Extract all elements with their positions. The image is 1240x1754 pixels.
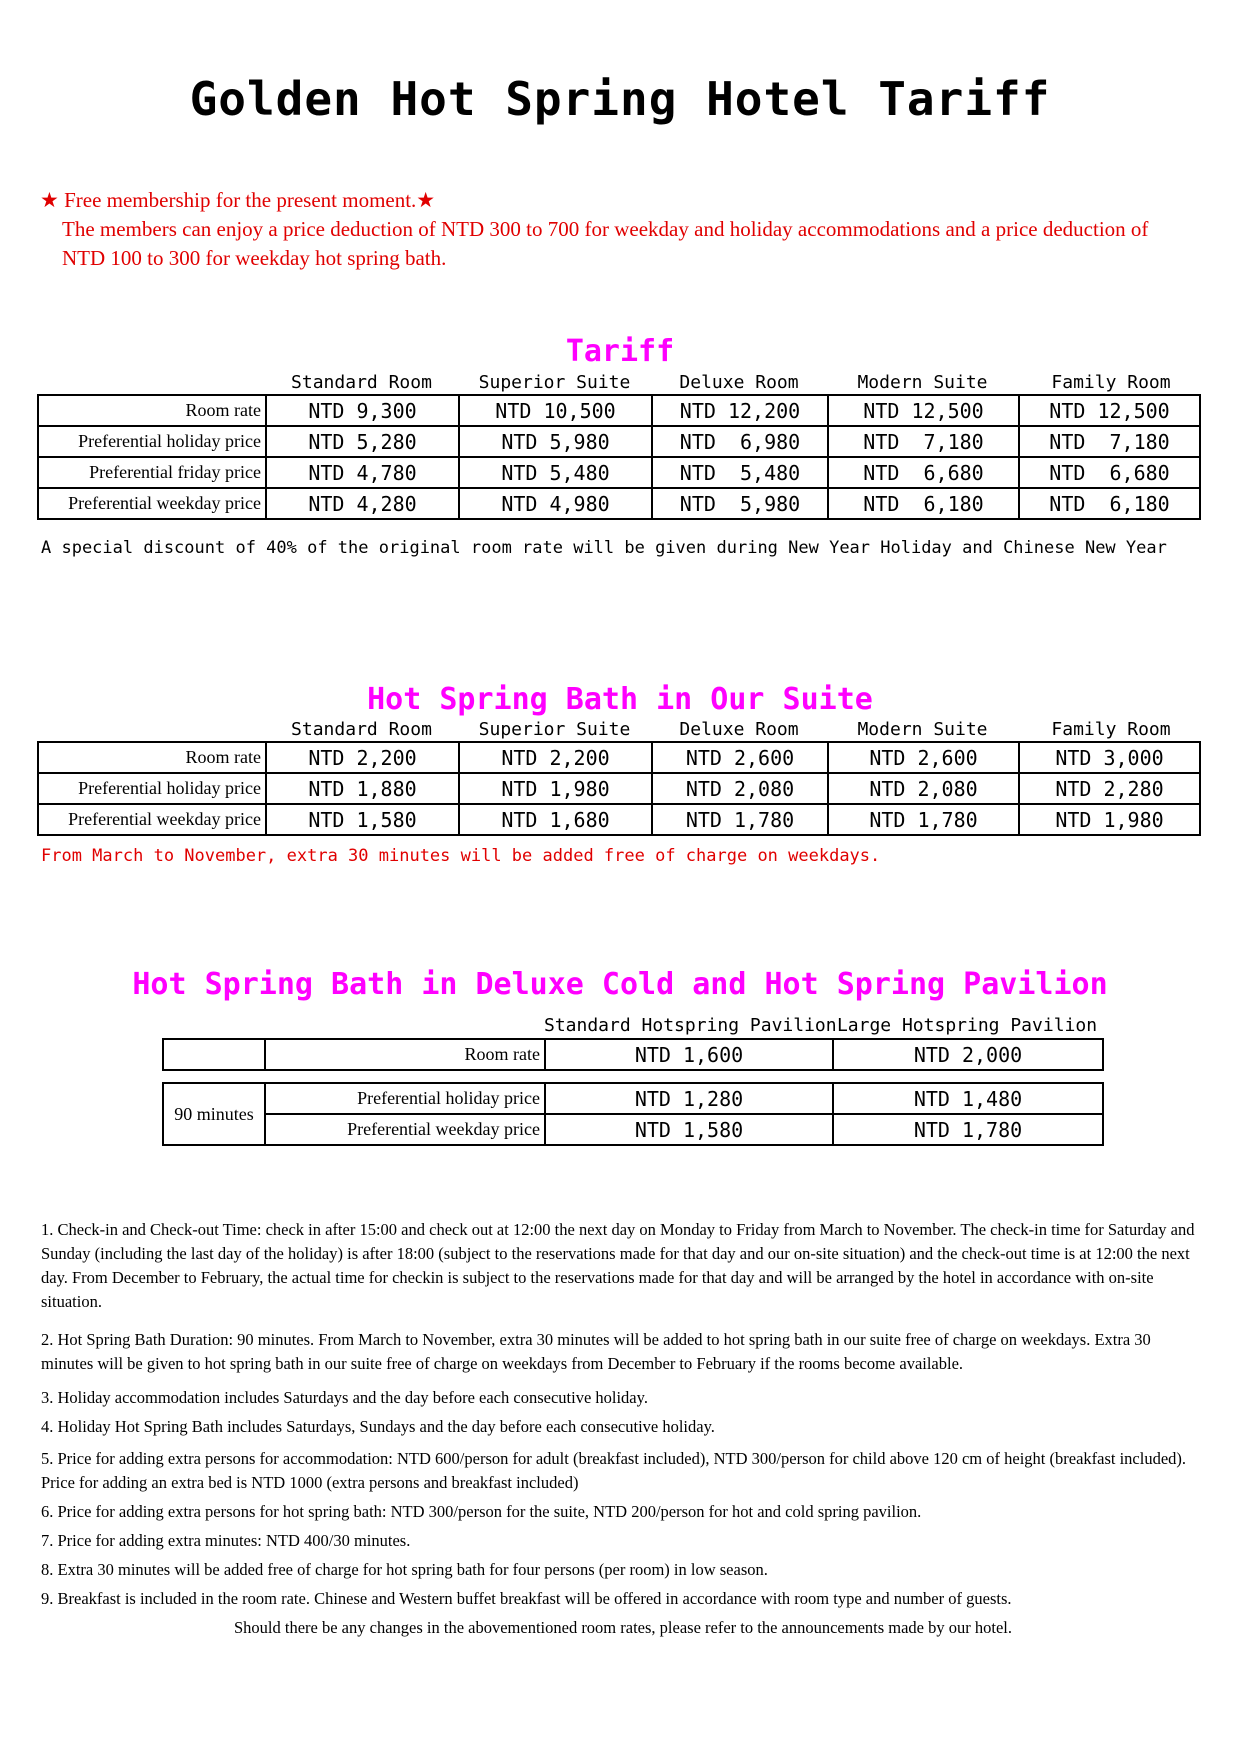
price-cell: NTD 4,780 xyxy=(266,457,459,488)
price-cell: NTD 1,600 xyxy=(545,1039,833,1070)
note-item: 3. Holiday accommodation includes Saturdays and the day before each consecutive holiday. xyxy=(41,1388,648,1407)
row-label: Room rate xyxy=(265,1039,545,1070)
price-cell: NTD 1,980 xyxy=(459,773,652,804)
tariff-col-deluxe-room: Deluxe Room xyxy=(679,372,799,393)
price-cell: NTD 1,280 xyxy=(545,1083,833,1114)
row-label: Preferential holiday price xyxy=(38,773,266,804)
membership-notice xyxy=(40,186,1200,273)
page-title: Golden Hot Spring Hotel Tariff xyxy=(189,72,1051,126)
price-cell: NTD 6,180 xyxy=(1019,488,1200,519)
tariff-section-title: Tariff xyxy=(565,334,675,369)
note-item: 2. Hot Spring Bath Duration: 90 minutes. From March to November, extra 30 minutes will be added to hot spring bath in our suite free of charge on weekdays. Extra 30 minutes will be given to hot spring bath in our suite free of charge on weekdays from December to February if the rooms become available. xyxy=(41,1330,1151,1373)
membership-detail-line-1: The members can enjoy a price deduction of NTD 300 to 700 for weekday and holiday accommodations and a price deduction of xyxy=(62,217,1149,241)
table-row xyxy=(38,395,1200,426)
suite-bath-table xyxy=(37,741,1201,836)
row-label: Preferential friday price xyxy=(38,457,266,488)
price-cell: NTD 2,280 xyxy=(1019,773,1200,804)
price-cell: NTD 12,500 xyxy=(1019,395,1200,426)
price-cell: NTD 1,980 xyxy=(1019,804,1200,835)
row-label: Preferential weekday price xyxy=(265,1114,545,1145)
tariff-col-superior-suite: Superior Suite xyxy=(478,372,631,393)
tariff-column-headers xyxy=(0,372,1240,394)
row-label: Preferential weekday price xyxy=(38,488,266,519)
price-cell: NTD 10,500 xyxy=(459,395,652,426)
tariff-table xyxy=(37,394,1201,520)
price-cell: NTD 1,580 xyxy=(545,1114,833,1145)
price-cell: NTD 2,600 xyxy=(652,742,828,773)
terms-notes xyxy=(41,1218,1205,1648)
price-cell: NTD 7,180 xyxy=(1019,426,1200,457)
note-item: 1. Check-in and Check-out Time: check in after 15:00 and check out at 12:00 the next day on Monday to Friday from March to November. The check-in time for Saturday and Sunday (including the last day of the holiday) is after 18:00 (subject to the reservations made for that day and our on-site situation) and the check-out time is at 12:00 the next day. From December to February, the actual time for checkin is subject to the reservations made for that day and will be arranged by the hotel in accordance with on-site situation. xyxy=(41,1220,1195,1311)
note-item: 9. Breakfast is included in the room rate. Chinese and Western buffet breakfast will be offered in accordance with room type and number of guests. xyxy=(41,1589,1012,1608)
note-item: 5. Price for adding extra persons for accommodation: NTD 600/person for adult (breakfast included), NTD 300/person for child above 120 cm of height (breakfast included). Price for adding an extra bed is NTD 1000 (extra persons and breakfast included) xyxy=(41,1449,1187,1492)
price-cell: NTD 2,080 xyxy=(828,773,1019,804)
price-cell: NTD 2,200 xyxy=(266,742,459,773)
note-item: 4. Holiday Hot Spring Bath includes Saturdays, Sundays and the day before each consecutive holiday. xyxy=(41,1417,715,1436)
price-cell: NTD 12,500 xyxy=(828,395,1019,426)
suite-col-superior-suite: Superior Suite xyxy=(478,719,631,740)
price-cell: NTD 5,980 xyxy=(652,488,828,519)
price-cell: NTD 1,780 xyxy=(833,1114,1103,1145)
price-cell: NTD 6,680 xyxy=(828,457,1019,488)
price-cell: NTD 1,780 xyxy=(652,804,828,835)
table-row xyxy=(38,457,1200,488)
price-cell: NTD 5,980 xyxy=(459,426,652,457)
pavilion-column-headers xyxy=(0,1015,1240,1037)
table-row xyxy=(163,1083,1103,1114)
table-row xyxy=(38,426,1200,457)
suite-col-standard-room: Standard Room xyxy=(291,719,432,740)
row-label: Preferential holiday price xyxy=(38,426,266,457)
tariff-col-standard-room: Standard Room xyxy=(291,372,432,393)
price-cell: NTD 2,200 xyxy=(459,742,652,773)
price-cell: NTD 5,480 xyxy=(459,457,652,488)
table-row xyxy=(38,488,1200,519)
suite-col-deluxe-room: Deluxe Room xyxy=(679,719,799,740)
suite-bath-column-headers xyxy=(0,719,1240,741)
price-cell: NTD 1,580 xyxy=(266,804,459,835)
price-cell: NTD 5,480 xyxy=(652,457,828,488)
price-cell: NTD 4,280 xyxy=(266,488,459,519)
closing-statement: Should there be any changes in the abovementioned room rates, please refer to the announcements made by our hotel. xyxy=(234,1618,1012,1637)
table-row xyxy=(38,742,1200,773)
price-cell: NTD 12,200 xyxy=(652,395,828,426)
price-cell: NTD 2,080 xyxy=(652,773,828,804)
suite-col-modern-suite: Modern Suite xyxy=(857,719,988,740)
pavilion-price-table xyxy=(162,1082,1104,1146)
price-cell: NTD 3,000 xyxy=(1019,742,1200,773)
tariff-col-modern-suite: Modern Suite xyxy=(857,372,988,393)
membership-detail-line-2: NTD 100 to 300 for weekday hot spring bath. xyxy=(62,246,447,270)
empty-cell xyxy=(163,1039,265,1070)
price-cell: NTD 1,480 xyxy=(833,1083,1103,1114)
table-row xyxy=(38,773,1200,804)
pavilion-room-rate-table xyxy=(162,1038,1104,1071)
note-item: 8. Extra 30 minutes will be added free of charge for hot spring bath for four persons (per room) in low season. xyxy=(41,1560,768,1579)
table-row xyxy=(38,804,1200,835)
row-label: Preferential holiday price xyxy=(265,1083,545,1114)
tariff-note: A special discount of 40% of the original room rate will be given during New Year Holiday and Chinese New Year xyxy=(41,538,1167,558)
note-item: 7. Price for adding extra minutes: NTD 400/30 minutes. xyxy=(41,1531,411,1550)
pavilion-section-title: Hot Spring Bath in Deluxe Cold and Hot Spring Pavilion xyxy=(132,967,1108,1002)
note-item: 6. Price for adding extra persons for hot spring bath: NTD 300/person for the suite, NTD 200/person for hot and cold spring pavilion. xyxy=(41,1502,922,1521)
membership-headline: ★ Free membership for the present moment.★ xyxy=(40,188,436,212)
price-cell: NTD 4,980 xyxy=(459,488,652,519)
row-label: Preferential weekday price xyxy=(38,804,266,835)
suite-bath-section-title: Hot Spring Bath in Our Suite xyxy=(367,682,873,717)
pavilion-col-large: Large Hotspring Pavilion xyxy=(836,1015,1098,1036)
price-cell: NTD 6,680 xyxy=(1019,457,1200,488)
price-cell: NTD 1,880 xyxy=(266,773,459,804)
price-cell: NTD 1,780 xyxy=(828,804,1019,835)
price-cell: NTD 6,980 xyxy=(652,426,828,457)
table-row xyxy=(163,1114,1103,1145)
pavilion-col-standard: Standard Hotspring Pavilion xyxy=(544,1015,837,1036)
price-cell: NTD 5,280 xyxy=(266,426,459,457)
table-row xyxy=(163,1039,1103,1070)
tariff-col-family-room: Family Room xyxy=(1051,372,1171,393)
price-cell: NTD 2,600 xyxy=(828,742,1019,773)
row-label: Room rate xyxy=(38,742,266,773)
row-label: Room rate xyxy=(38,395,266,426)
suite-col-family-room: Family Room xyxy=(1051,719,1171,740)
duration-label: 90 minutes xyxy=(163,1083,265,1145)
suite-bath-note: From March to November, extra 30 minutes will be added free of charge on weekdays. xyxy=(41,846,881,866)
price-cell: NTD 1,680 xyxy=(459,804,652,835)
price-cell: NTD 7,180 xyxy=(828,426,1019,457)
price-cell: NTD 9,300 xyxy=(266,395,459,426)
price-cell: NTD 6,180 xyxy=(828,488,1019,519)
price-cell: NTD 2,000 xyxy=(833,1039,1103,1070)
